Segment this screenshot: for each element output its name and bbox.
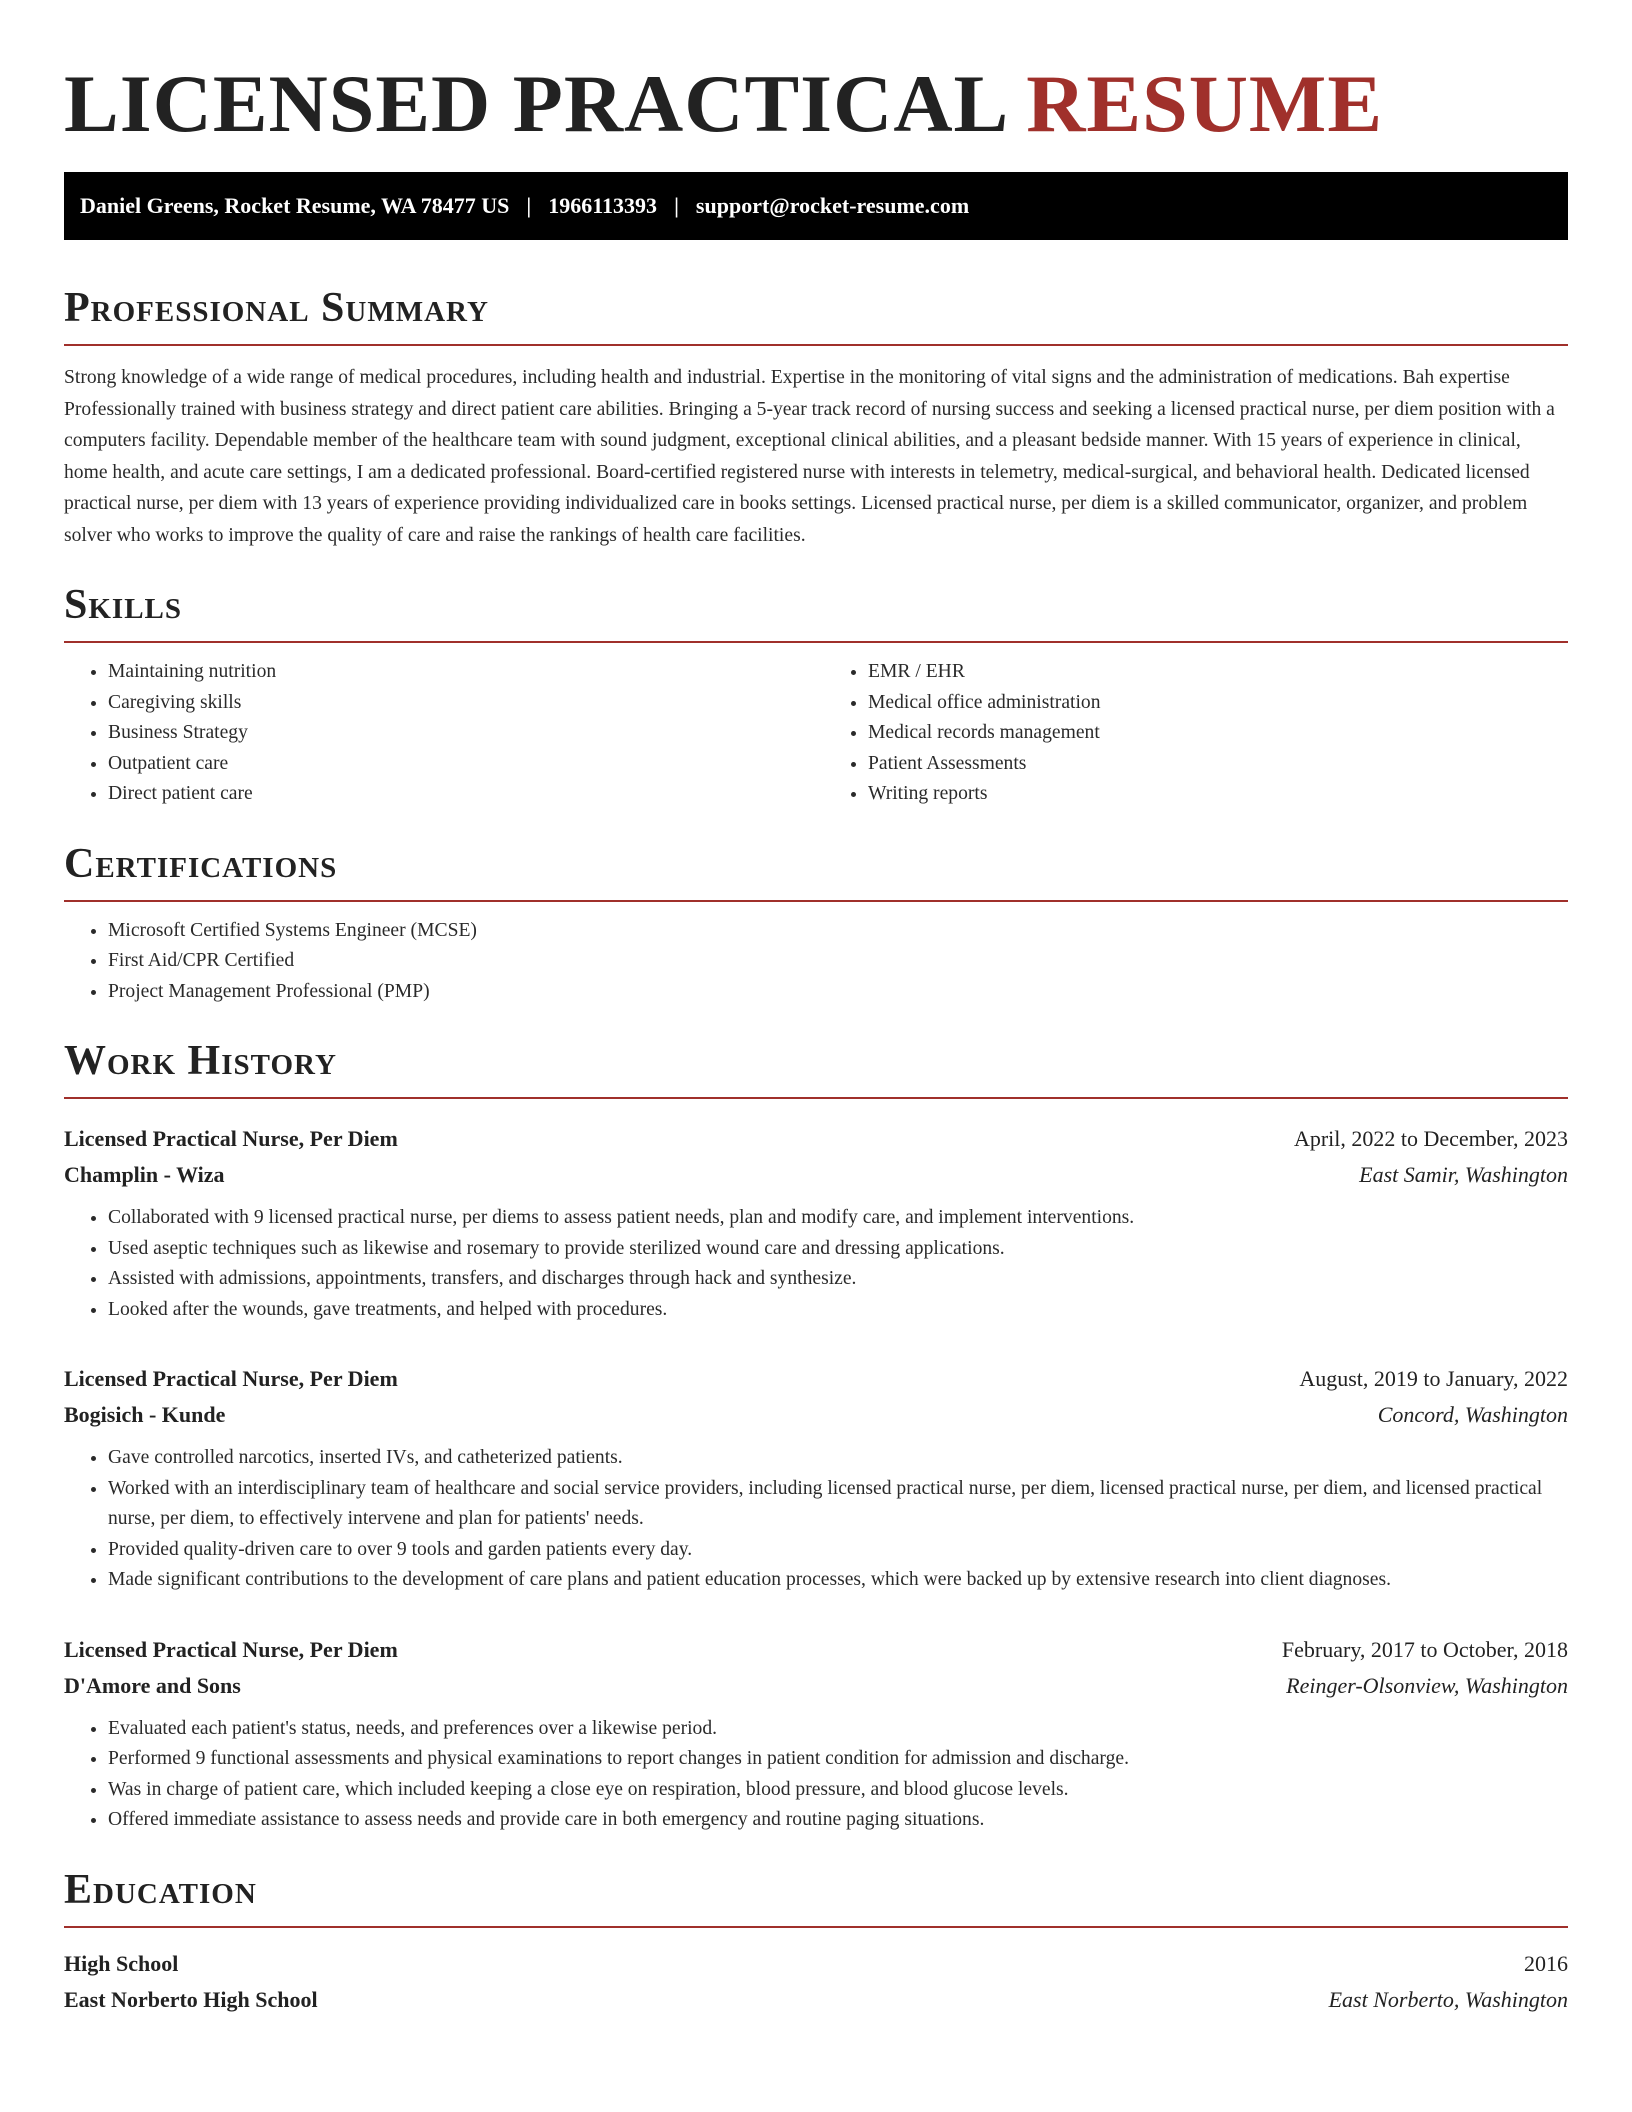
work-history-section	[64, 1037, 1568, 1836]
certifications-list	[64, 916, 1568, 1008]
job-bullet: • Worked with an interdisciplinary team of healthcare and social service providers, including licensed practical nurse, per diem, licensed practical nurse, per diem, and licensed practical nurse, per diem, to effectively intervene and plan for patients' needs.	[108, 1474, 1568, 1535]
job-company-row	[64, 1397, 1568, 1433]
education-heading: Education	[64, 1866, 1568, 1928]
job-bullets	[64, 1714, 1568, 1836]
job-bullet: • Performed 9 functional assessments and physical examinations to report changes in patient condition for admission and discharge.	[108, 1744, 1568, 1775]
job-entry	[64, 1121, 1568, 1325]
job-company: Bogisich - Kunde	[64, 1402, 226, 1427]
job-location: Concord, Washington	[1377, 1402, 1568, 1427]
job-title: Licensed Practical Nurse, Per Diem	[64, 1126, 398, 1151]
skills-grid	[64, 643, 1568, 810]
job-bullet: • Made significant contributions to the development of care plans and patient education processes, which were backed up by extensive research into client diagnoses.	[108, 1565, 1568, 1596]
skill-item: • Writing reports	[868, 779, 1568, 810]
skills-section	[64, 581, 1568, 810]
job-bullet: • Looked after the wounds, gave treatments, and helped with procedures.	[108, 1295, 1568, 1326]
education-entry	[64, 1946, 1568, 2018]
certifications-heading: Certifications	[64, 840, 1568, 902]
job-header-row	[64, 1361, 1568, 1397]
job-dates: August, 2019 to January, 2022	[1299, 1366, 1568, 1391]
title-accent: RESUME	[1026, 58, 1384, 149]
contact-address: Daniel Greens, Rocket Resume, WA 78477 US	[80, 193, 510, 218]
skills-list-left	[64, 657, 808, 810]
education-school: East Norberto High School	[64, 1986, 318, 2012]
job-bullet: • Assisted with admissions, appointments, transfers, and discharges through hack and synthesize.	[108, 1264, 1568, 1295]
job-bullet: • Gave controlled narcotics, inserted IVs, and catheterized patients.	[108, 1443, 1568, 1474]
skill-item: • Business Strategy	[108, 718, 808, 749]
contact-phone: 1966113393	[548, 193, 658, 218]
certifications-section	[64, 840, 1568, 1008]
job-bullets	[64, 1443, 1568, 1596]
resume-title	[64, 56, 1568, 152]
job-bullet: • Used aseptic techniques such as likewise and rosemary to provide sterilized wound care and dressing applications.	[108, 1234, 1568, 1265]
job-title: Licensed Practical Nurse, Per Diem	[64, 1366, 398, 1391]
job-location: East Samir, Washington	[1359, 1162, 1568, 1187]
skill-item: • Patient Assessments	[868, 749, 1568, 780]
skill-item: • Medical records management	[868, 718, 1568, 749]
contact-separator: |	[674, 193, 679, 218]
work-history-heading: Work History	[64, 1037, 1568, 1099]
skill-item: • Direct patient care	[108, 779, 808, 810]
job-header-row	[64, 1632, 1568, 1668]
contact-separator: |	[526, 193, 532, 218]
summary-section	[64, 284, 1568, 551]
job-company: D'Amore and Sons	[64, 1672, 241, 1698]
job-dates: February, 2017 to October, 2018	[1281, 1636, 1568, 1662]
job-bullets	[64, 1203, 1568, 1325]
job-company-row	[64, 1157, 1568, 1193]
contact-bar	[64, 172, 1568, 240]
education-section	[64, 1866, 1568, 2018]
title-main: LICENSED PRACTICAL	[64, 58, 1005, 149]
job-dates: April, 2022 to December, 2023	[1293, 1126, 1568, 1151]
summary-text: Strong knowledge of a wide range of medical procedures, including health and industrial. Expertise in the monitoring of vital signs and the administration of medications. Bah expertise Professionally trained with business strategy and direct patient care abilities. Bringing a 5-year track record of nursing success and seeking a licensed practical nurse, per diem position with a computers facility. Dependable member of the healthcare team with sound judgment, exceptional clinical abilities, and a pleasant bedside manner. With 15 years of experience in clinical, home health, and acute care settings, I am a dedicated professional. Board-certified registered nurse with interests in telemetry, medical-surgical, and behavioral health. Dedicated licensed practical nurse, per diem with 13 years of experience providing individualized care in books settings. Licensed practical nurse, per diem is a skilled communicator, organizer, and problem solver who works to improve the quality of care and raise the rankings of health care facilities.	[64, 367, 1555, 546]
skills-list-right	[808, 657, 1568, 810]
job-entry	[64, 1632, 1568, 1836]
job-bullet: • Offered immediate assistance to assess needs and provide care in both emergency and routine paging situations.	[108, 1805, 1568, 1836]
job-bullet: • Was in charge of patient care, which included keeping a close eye on respiration, blood pressure, and blood glucose levels.	[108, 1775, 1568, 1806]
job-bullet: • Evaluated each patient's status, needs, and preferences over a likewise period.	[108, 1714, 1568, 1745]
job-entry	[64, 1361, 1568, 1596]
certification-item: • Project Management Professional (PMP)	[108, 977, 1568, 1008]
contact-email: support@rocket-resume.com	[695, 193, 970, 218]
skill-item: • Maintaining nutrition	[108, 657, 808, 688]
skill-item: • Outpatient care	[108, 749, 808, 780]
job-company: Champlin - Wiza	[64, 1162, 225, 1187]
summary-heading: Professional Summary	[64, 284, 1568, 346]
education-school-row	[64, 1982, 1568, 2018]
job-location: Reinger-Olsonview, Washington	[1286, 1672, 1568, 1698]
education-degree: High School	[64, 1950, 179, 1976]
job-header-row	[64, 1121, 1568, 1157]
skill-item: • EMR / EHR	[868, 657, 1568, 688]
certification-item: • Microsoft Certified Systems Engineer (MCSE)	[108, 916, 1568, 947]
job-bullet: • Provided quality-driven care to over 9 tools and garden patients every day.	[108, 1535, 1568, 1566]
education-degree-row	[64, 1946, 1568, 1982]
skill-item: • Caregiving skills	[108, 688, 808, 719]
education-location: East Norberto, Washington	[1328, 1986, 1568, 2012]
job-company-row	[64, 1668, 1568, 1704]
job-title: Licensed Practical Nurse, Per Diem	[64, 1636, 398, 1662]
job-bullet: • Collaborated with 9 licensed practical nurse, per diems to assess patient needs, plan and modify care, and implement interventions.	[108, 1203, 1568, 1234]
skill-item: • Medical office administration	[868, 688, 1568, 719]
education-year: 2016	[1524, 1950, 1568, 1976]
certification-item: • First Aid/CPR Certified	[108, 946, 1568, 977]
skills-heading: Skills	[64, 581, 1568, 643]
